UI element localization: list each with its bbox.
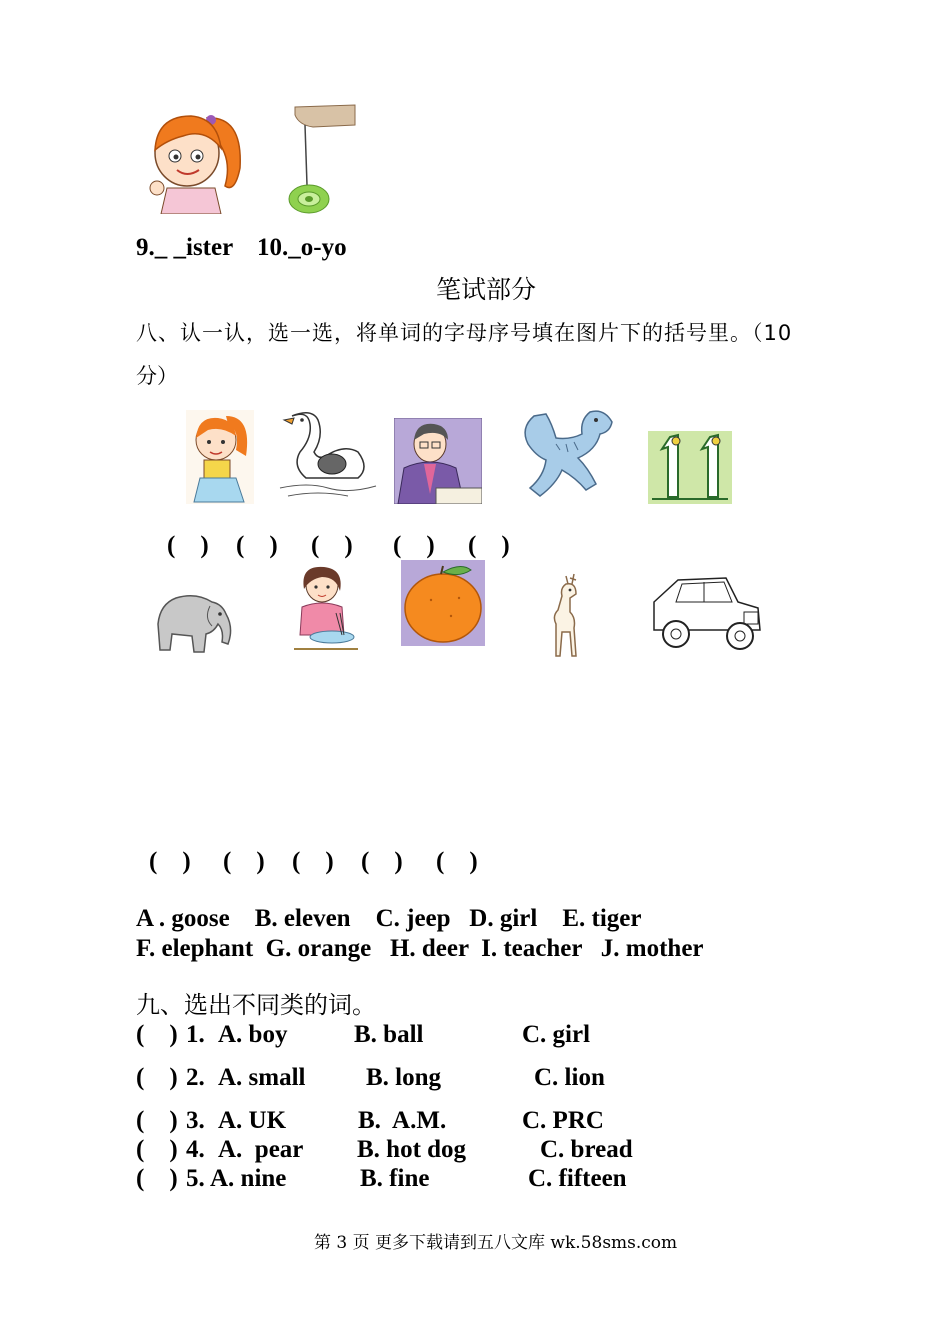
question-bracket[interactable]: ( ) bbox=[136, 1136, 178, 1163]
answer-bracket-row1-5[interactable]: ( ) bbox=[468, 532, 510, 559]
orange-picture bbox=[401, 560, 485, 646]
listening-item-9: 9._ _ister bbox=[136, 234, 234, 261]
elephant-picture bbox=[152, 588, 238, 656]
answer-bracket-row2-2[interactable]: ( ) bbox=[223, 848, 265, 875]
goose-picture bbox=[278, 408, 378, 500]
option-c: C. bread bbox=[540, 1136, 633, 1163]
answer-bracket-row2-5[interactable]: ( ) bbox=[436, 848, 478, 875]
written-part-title: 笔试部分 bbox=[436, 275, 537, 304]
question-number: 2. bbox=[186, 1064, 205, 1091]
tiger-picture bbox=[516, 404, 622, 504]
option-b: B. A.M. bbox=[358, 1107, 447, 1134]
section9-title: 九、选出不同类的词。 bbox=[136, 991, 376, 1019]
question-bracket[interactable]: ( ) bbox=[136, 1107, 178, 1134]
answer-bracket-row2-1[interactable]: ( ) bbox=[149, 848, 191, 875]
answer-bracket-row1-1[interactable]: ( ) bbox=[167, 532, 209, 559]
question-number: 4. bbox=[186, 1136, 205, 1163]
option-c: C. fifteen bbox=[528, 1165, 627, 1192]
option-b: B. long bbox=[366, 1064, 442, 1091]
option-b: B. fine bbox=[360, 1165, 430, 1192]
teacher-picture bbox=[394, 418, 482, 504]
option-a: A. UK bbox=[218, 1107, 287, 1134]
answer-bracket-row2-3[interactable]: ( ) bbox=[292, 848, 334, 875]
girl-picture bbox=[186, 410, 254, 504]
word-options-line2: F. elephant G. orange H. deer I. teacher J. mother bbox=[136, 935, 704, 962]
option-a: A. boy bbox=[218, 1021, 288, 1048]
mother-picture bbox=[292, 563, 360, 651]
section8-instruction-line1: 八、认一认，选一选，将单词的字母序号填在图片下的括号里。（10 bbox=[136, 321, 793, 345]
option-b: B. ball bbox=[354, 1021, 424, 1048]
yoyo-picture bbox=[285, 103, 357, 215]
option-c: C. PRC bbox=[522, 1107, 604, 1134]
listening-item-10: 10._o-yo bbox=[257, 234, 347, 261]
section8-instruction-line2: 分） bbox=[136, 364, 178, 388]
sister-picture bbox=[145, 108, 245, 214]
option-c: C. lion bbox=[534, 1064, 605, 1091]
deer-picture bbox=[540, 572, 590, 658]
word-options-line1: A . goose B. eleven C. jeep D. girl E. tiger bbox=[136, 905, 642, 932]
question-number: 5. bbox=[186, 1165, 205, 1192]
question-bracket[interactable]: ( ) bbox=[136, 1021, 178, 1048]
answer-bracket-row2-4[interactable]: ( ) bbox=[361, 848, 403, 875]
option-a: A. nine bbox=[210, 1165, 287, 1192]
answer-bracket-row1-3[interactable]: ( ) bbox=[311, 532, 353, 559]
page-footer: 第 3 页 更多下载请到五八文库 wk.58sms.com bbox=[314, 1233, 678, 1253]
question-number: 1. bbox=[186, 1021, 205, 1048]
eleven-picture bbox=[648, 431, 732, 504]
option-a: A. small bbox=[218, 1064, 306, 1091]
question-bracket[interactable]: ( ) bbox=[136, 1064, 178, 1091]
option-a: A. pear bbox=[218, 1136, 304, 1163]
answer-bracket-row1-4[interactable]: ( ) bbox=[393, 532, 435, 559]
answer-bracket-row1-2[interactable]: ( ) bbox=[236, 532, 278, 559]
option-c: C. girl bbox=[522, 1021, 591, 1048]
question-number: 3. bbox=[186, 1107, 205, 1134]
jeep-picture bbox=[648, 572, 764, 654]
option-b: B. hot dog bbox=[357, 1136, 467, 1163]
question-bracket[interactable]: ( ) bbox=[136, 1165, 178, 1192]
